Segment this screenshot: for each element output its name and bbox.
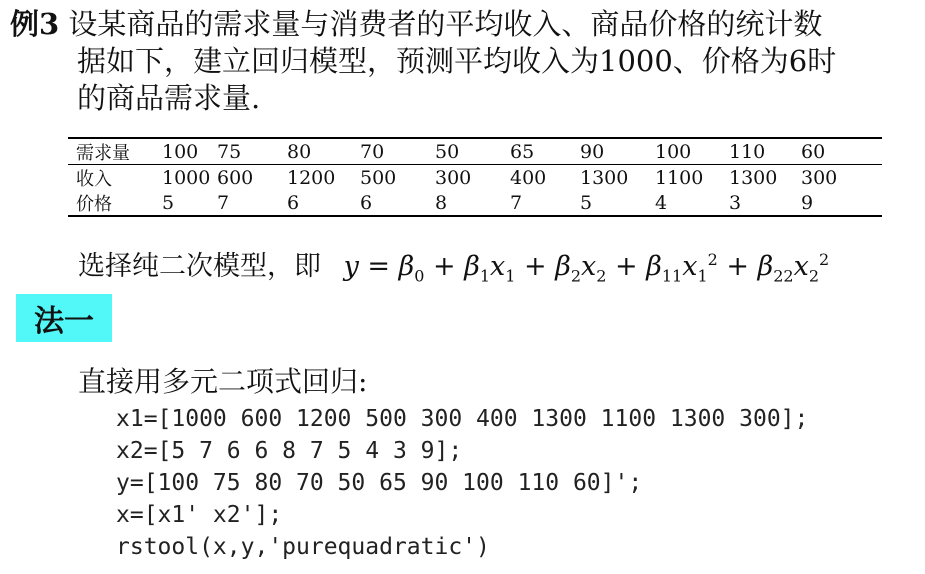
row-header: 收入 bbox=[76, 168, 112, 190]
table-cell: 9 bbox=[801, 191, 814, 214]
table-bottom-rule bbox=[68, 215, 882, 217]
table-cell: 300 bbox=[801, 166, 838, 189]
problem-line-2: 据如下，建立回归模型，预测平均收入为1000、价格为6时 bbox=[77, 44, 837, 78]
model-formula: $y = \beta_0 + \beta_1x_1 + \beta_2x_2 + \beta_{11}x_1^2 + \beta_{22}x_2^2$ bbox=[343, 250, 830, 286]
method-badge: 法一 bbox=[16, 294, 112, 342]
table-cell: 100 bbox=[655, 140, 692, 163]
table-cell: 75 bbox=[217, 140, 242, 163]
problem-statement bbox=[10, 6, 915, 117]
table-cell: 8 bbox=[435, 191, 448, 214]
direct-label: 直接用多元二项式回归: bbox=[78, 365, 368, 398]
table-cell: 5 bbox=[162, 191, 175, 214]
code-line: rstool(x,y,'purequadratic') bbox=[116, 534, 490, 560]
table-cell: 50 bbox=[435, 140, 460, 163]
model-statement bbox=[78, 242, 829, 294]
table-cell: 7 bbox=[217, 191, 230, 214]
table-row bbox=[68, 165, 882, 190]
table-cell: 100 bbox=[162, 140, 199, 163]
code-line: y=[100 75 80 70 50 65 90 100 110 60]'; bbox=[116, 470, 643, 496]
data-table bbox=[68, 137, 882, 217]
model-text: 选择纯二次模型，即 bbox=[78, 251, 321, 282]
code-block bbox=[116, 403, 808, 563]
row-header: 价格 bbox=[76, 193, 112, 215]
code-line: x1=[1000 600 1200 500 300 400 1300 1100 1300 300]; bbox=[116, 406, 809, 432]
row-header: 需求量 bbox=[76, 142, 130, 164]
table-cell: 4 bbox=[655, 191, 668, 214]
table-cell: 1100 bbox=[655, 166, 704, 189]
code-line: x=[x1' x2']; bbox=[116, 502, 283, 528]
table-cell: 1000 bbox=[162, 166, 211, 189]
table-cell: 1300 bbox=[729, 166, 778, 189]
table-cell: 1300 bbox=[580, 166, 629, 189]
table-cell: 400 bbox=[510, 166, 547, 189]
table-cell: 80 bbox=[287, 140, 312, 163]
example-label: 例3 bbox=[10, 7, 60, 41]
table-row bbox=[68, 139, 882, 164]
problem-line-3: 的商品需求量. bbox=[77, 81, 261, 115]
table-cell: 110 bbox=[729, 140, 766, 163]
table-cell: 5 bbox=[580, 191, 593, 214]
table-cell: 6 bbox=[287, 191, 300, 214]
table-cell: 70 bbox=[360, 140, 385, 163]
table-cell: 65 bbox=[510, 140, 535, 163]
table-cell: 7 bbox=[510, 191, 523, 214]
table-cell: 300 bbox=[435, 166, 472, 189]
table-cell: 6 bbox=[360, 191, 373, 214]
table-cell: 1200 bbox=[287, 166, 336, 189]
table-cell: 600 bbox=[217, 166, 254, 189]
table-cell: 90 bbox=[580, 140, 605, 163]
table-cell: 3 bbox=[729, 191, 742, 214]
table-cell: 500 bbox=[360, 166, 397, 189]
table-row bbox=[68, 190, 882, 215]
code-line: x2=[5 7 6 6 8 7 5 4 3 9]; bbox=[116, 438, 463, 464]
table-cell: 60 bbox=[801, 140, 826, 163]
problem-line-1: 设某商品的需求量与消费者的平均收入、商品价格的统计数 bbox=[68, 7, 823, 41]
